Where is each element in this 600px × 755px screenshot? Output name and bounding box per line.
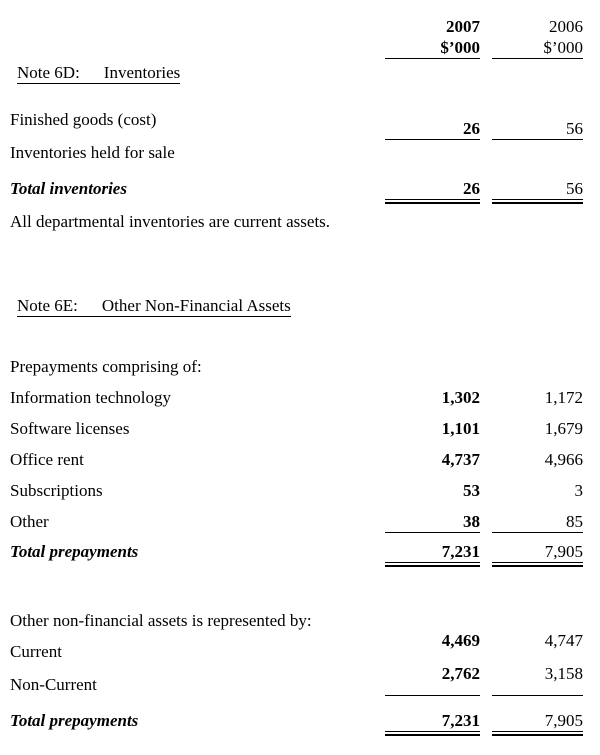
note-6d-title: Inventories xyxy=(103,63,181,82)
value-2007: 1,101 xyxy=(441,419,480,438)
column-year-2006: 2006 xyxy=(549,17,583,36)
note-6d-prefix: Note 6D: xyxy=(17,63,80,82)
value-2006: 56 xyxy=(492,118,583,140)
represented-caption: Other non-financial assets is represented by: xyxy=(10,611,312,630)
row-label: Inventories held for sale xyxy=(10,143,175,162)
total-label: Total inventories xyxy=(10,179,127,198)
table-row-total-prepayments-represented xyxy=(10,710,583,732)
row-label: Finished goods (cost) xyxy=(10,110,157,129)
table-row-non-current xyxy=(10,664,583,696)
row-label: Information technology xyxy=(10,388,171,407)
value-text: 4,747 xyxy=(544,631,583,650)
row-label: Other xyxy=(10,512,49,531)
table-row-other xyxy=(10,511,583,533)
row-label: Subscriptions xyxy=(10,481,103,500)
header-spacer xyxy=(10,37,373,59)
value-text: 3,158 xyxy=(544,664,583,683)
column-unit-2006: $’000 xyxy=(492,37,583,59)
row-label: Non-Current xyxy=(10,675,97,694)
value-2006: 85 xyxy=(492,511,583,533)
table-row-finished-goods xyxy=(10,109,583,138)
inventories-footnote: All departmental inventories are current assets. xyxy=(10,212,331,231)
value-2007: 26 xyxy=(385,118,480,140)
value-2006 xyxy=(492,142,583,163)
table-row-inventories-held xyxy=(10,142,583,163)
column-unit-2007: $’000 xyxy=(385,37,480,59)
column-year-2007: 2007 xyxy=(446,17,480,36)
value-2006: 4,966 xyxy=(544,450,583,469)
table-row-information-technology xyxy=(10,387,583,408)
value-2006: 1,172 xyxy=(544,388,583,407)
total-label: Total prepayments xyxy=(10,542,139,561)
total-label: Total prepayments xyxy=(10,711,139,730)
total-value-2006: 56 xyxy=(492,178,583,200)
table-row-total-prepayments xyxy=(10,541,583,563)
row-label: Current xyxy=(10,642,62,661)
value-2007: 53 xyxy=(463,481,480,500)
total-value-2007: 26 xyxy=(385,178,480,200)
value-2007 xyxy=(385,631,480,662)
value-2007: 4,737 xyxy=(441,450,480,469)
value-2007: 1,302 xyxy=(441,388,480,407)
total-value-2006: 7,905 xyxy=(492,541,583,563)
table-row-current xyxy=(10,631,583,662)
value-2006: 1,679 xyxy=(544,419,583,438)
total-value-2006: 7,905 xyxy=(492,710,583,732)
row-label: Software licenses xyxy=(10,419,130,438)
value-2007: 38 xyxy=(385,511,480,533)
column-header-units xyxy=(10,37,583,59)
value-text: 4,469 xyxy=(441,631,480,650)
table-row-total-inventories xyxy=(10,178,583,200)
value-2006 xyxy=(492,631,583,662)
value-2007 xyxy=(385,142,480,163)
row-label: Office rent xyxy=(10,450,84,469)
note-6d-heading xyxy=(17,63,583,84)
value-2007 xyxy=(385,664,480,696)
note-6e-title: Other Non-Financial Assets xyxy=(101,296,291,315)
total-value-2007: 7,231 xyxy=(385,541,480,563)
note-6e-heading xyxy=(17,296,583,317)
note-6e-heading-text xyxy=(17,296,291,317)
total-value-2007: 7,231 xyxy=(385,710,480,732)
prepayments-caption: Prepayments comprising of: xyxy=(10,357,202,376)
note-6d-heading-text xyxy=(17,63,180,84)
table-row-software-licenses xyxy=(10,418,583,439)
table-row-office-rent xyxy=(10,449,583,470)
value-2006: 3 xyxy=(574,481,583,500)
column-header-years xyxy=(10,16,583,37)
value-2006 xyxy=(492,664,583,696)
table-row-subscriptions xyxy=(10,480,583,501)
note-6e-prefix: Note 6E: xyxy=(17,296,78,315)
header-spacer xyxy=(10,16,373,37)
value-text: 2,762 xyxy=(441,664,480,683)
